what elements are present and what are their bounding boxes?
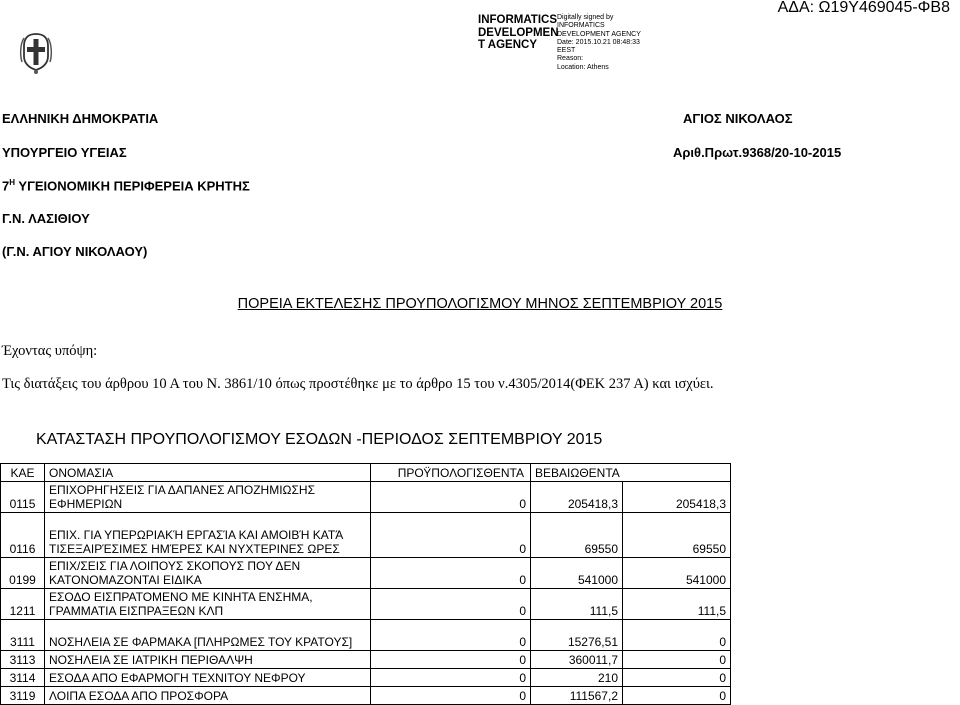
signature-details [557,14,667,72]
cell-budgeted: 0 [371,620,531,651]
cell-name: ΕΠΙΧ. ΓΙΑ ΥΠΕΡΩΡΙΑΚΉ ΕΡΓΑΣΊΑ ΚΑΙ ΑΜΟΙΒΉ ΚΑΤΆ ΤΙΣΕΞΑΙΡΈΣΙΜΕΣ ΗΜΈΡΕΣ ΚΑΙ ΝΥΧΤΕΡΙΝΕΣ ΩΡΕΣ [45,513,371,558]
cell-kae: 3111 [1,620,45,651]
cell-value: 205418,3 [623,482,731,513]
cell-certified: 111567,2 [531,687,623,705]
cell-kae: 0115 [1,482,45,513]
cell-certified: 210 [531,669,623,687]
signature-organization [478,14,558,52]
header-city: ΑΓΙΟΣ ΝΙΚΟΛΑΟΣ [683,111,793,126]
header-budgeted: ΠΡΟΫΠΟΛΟΓΙΣΘΕΝΤΑ [371,464,531,482]
header-region-name: ΥΓΕΙΟΝΟΜΙΚΗ ΠΕΡΙΦΕΡΕΙΑ ΚΡΗΤΗΣ [15,178,250,194]
cell-name: ΕΣΟΔΑ ΑΠΟ ΕΦΑΡΜΟΓΗ ΤΕΧΝΙΤΟΥ ΝΕΦΡΟΥ [45,669,371,687]
table-row [1,513,731,558]
cell-name: ΝΟΣΗΛΕΙΑ ΣΕ ΙΑΤΡΙΚΗ ΠΕΡΙΘΑΛΨΗ [45,651,371,669]
header-certified: ΒΕΒΑΙΩΘΕΝΤΑ [531,464,731,482]
cell-value: 0 [623,651,731,669]
table-row [1,669,731,687]
cell-budgeted: 0 [371,482,531,513]
signature-detail-line: Reason: [557,55,584,63]
table-row [1,589,731,620]
cell-kae: 0199 [1,558,45,589]
cell-name: ΕΠΙΧΟΡΗΓΗΣΕΙΣ ΓΙΑ ΔΑΠΑΝΕΣ ΑΠΟΖΗΜΙΩΣΗΣ ΕΦΗΜΕΡΙΩΝ [45,482,371,513]
budget-table [0,463,731,705]
signature-org-line: INFORMATICS [478,14,558,26]
considering-label: Έχοντας υπόψη: [2,343,98,359]
table-row [1,687,731,705]
cell-value: 0 [623,620,731,651]
cell-certified: 205418,3 [531,482,623,513]
cell-name: ΝΟΣΗΛΕΙΑ ΣΕ ΦΑΡΜΑΚΑ [ΠΛΗΡΩΜΕΣ ΤΟΥ ΚΡΑΤΟΥΣ] [45,620,371,651]
signature-detail-line: Location: Athens [557,63,609,71]
cell-kae: 3113 [1,651,45,669]
cell-budgeted: 0 [371,513,531,558]
cell-value: 541000 [623,558,731,589]
signature-org-line: DEVELOPMEN [478,26,559,39]
signature-detail-line: Date: 2015.10.21 08:48:33 [557,38,640,46]
header-republic: ΕΛΛΗΝΙΚΗ ΔΗΜΟΚΡΑΤΙΑ [2,111,159,126]
cell-kae: 1211 [1,589,45,620]
table-row [1,482,731,513]
cell-certified: 69550 [531,513,623,558]
greek-emblem-icon [18,28,54,76]
table-title: ΚΑΤΑΣΤΑΣΗ ΠΡΟΥΠΟΛΟΓΙΣΜΟΥ ΕΣΟΔΩΝ -ΠΕΡΙΟΔΟΣ ΣΕΠΤΕΜΒΡΙΟΥ 2015 [36,431,603,448]
cell-name: ΕΣΟΔΟ ΕΙΣΠΡΑΤΟΜΕΝΟ ΜΕ ΚΙΝΗΤΑ ΕΝΣΗΜΑ, ΓΡΑΜΜΑΤΙΑ ΕΙΣΠΡΑΞΕΩΝ ΚΛΠ [45,589,371,620]
signature-detail-line: Digitally signed by [557,14,614,21]
cell-kae: 3119 [1,687,45,705]
legal-provisions: Τις διατάξεις του άρθρου 10 Α του Ν. 3861/10 όπως προστέθηκε με το άρθρο 15 του ν.4305/2014(ΦΕΚ 237 Α) και ισχύει. [2,376,714,392]
header-ministry: ΥΠΟΥΡΓΕΙΟ ΥΓΕΙΑΣ [2,145,127,160]
table-row [1,558,731,589]
cell-budgeted: 0 [371,687,531,705]
table-header-row [1,464,731,482]
header-kae: ΚΑΕ [1,464,45,482]
header-hospital: Γ.Ν. ΛΑΣΙΘΙΟΥ [2,211,90,226]
cell-kae: 0116 [1,513,45,558]
signature-detail-line: DEVELOPMENT AGENCY [557,30,641,38]
cell-certified: 360011,7 [531,651,623,669]
cell-value: 0 [623,687,731,705]
cell-value: 0 [623,669,731,687]
header-hospital-alt: (Γ.Ν. ΑΓΙΟΥ ΝΙΚΟΛΑΟΥ) [2,244,148,259]
cell-value: 69550 [623,513,731,558]
cell-budgeted: 0 [371,651,531,669]
signature-detail-line: INFORMATICS [557,22,605,30]
cell-name: ΛΟΙΠΑ ΕΣΟΔΑ ΑΠΟ ΠΡΟΣΦΟΡΑ [45,687,371,705]
cell-budgeted: 0 [371,558,531,589]
cell-certified: 15276,51 [531,620,623,651]
cell-name: ΕΠΙΧ/ΣΕΙΣ ΓΙΑ ΛΟΙΠΟΥΣ ΣΚΟΠΟΥΣ ΠΟΥ ΔΕΝ ΚΑΤΟΝΟΜΑΖΟΝΤΑΙ ΕΙΔΙΚΑ [45,558,371,589]
cell-certified: 111,5 [531,589,623,620]
report-title: ΠΟΡΕΙΑ ΕΚΤΕΛΕΣΗΣ ΠΡΟΥΠΟΛΟΓΙΣΜΟΥ ΜΗΝΟΣ ΣΕΠΤΕΜΒΡΙΟΥ 2015 [237,296,723,312]
cell-budgeted: 0 [371,589,531,620]
table-row [1,620,731,651]
header-region-superscript: Η [9,178,16,187]
header-health-region [2,178,250,193]
ada-code: ΑΔΑ: Ω19Υ469045-ΦΒ8 [777,0,950,16]
cell-value: 111,5 [623,589,731,620]
protocol-number: Αριθ.Πρωτ.9368/20-10-2015 [673,145,842,160]
cell-certified: 541000 [531,558,623,589]
cell-kae: 3114 [1,669,45,687]
table-row [1,651,731,669]
signature-org-line: T AGENCY [478,39,537,51]
header-region-number: 7 [2,178,10,194]
header-name: ΟΝΟΜΑΣΙΑ [45,464,371,482]
cell-budgeted: 0 [371,669,531,687]
signature-detail-line: EEST [557,47,576,55]
